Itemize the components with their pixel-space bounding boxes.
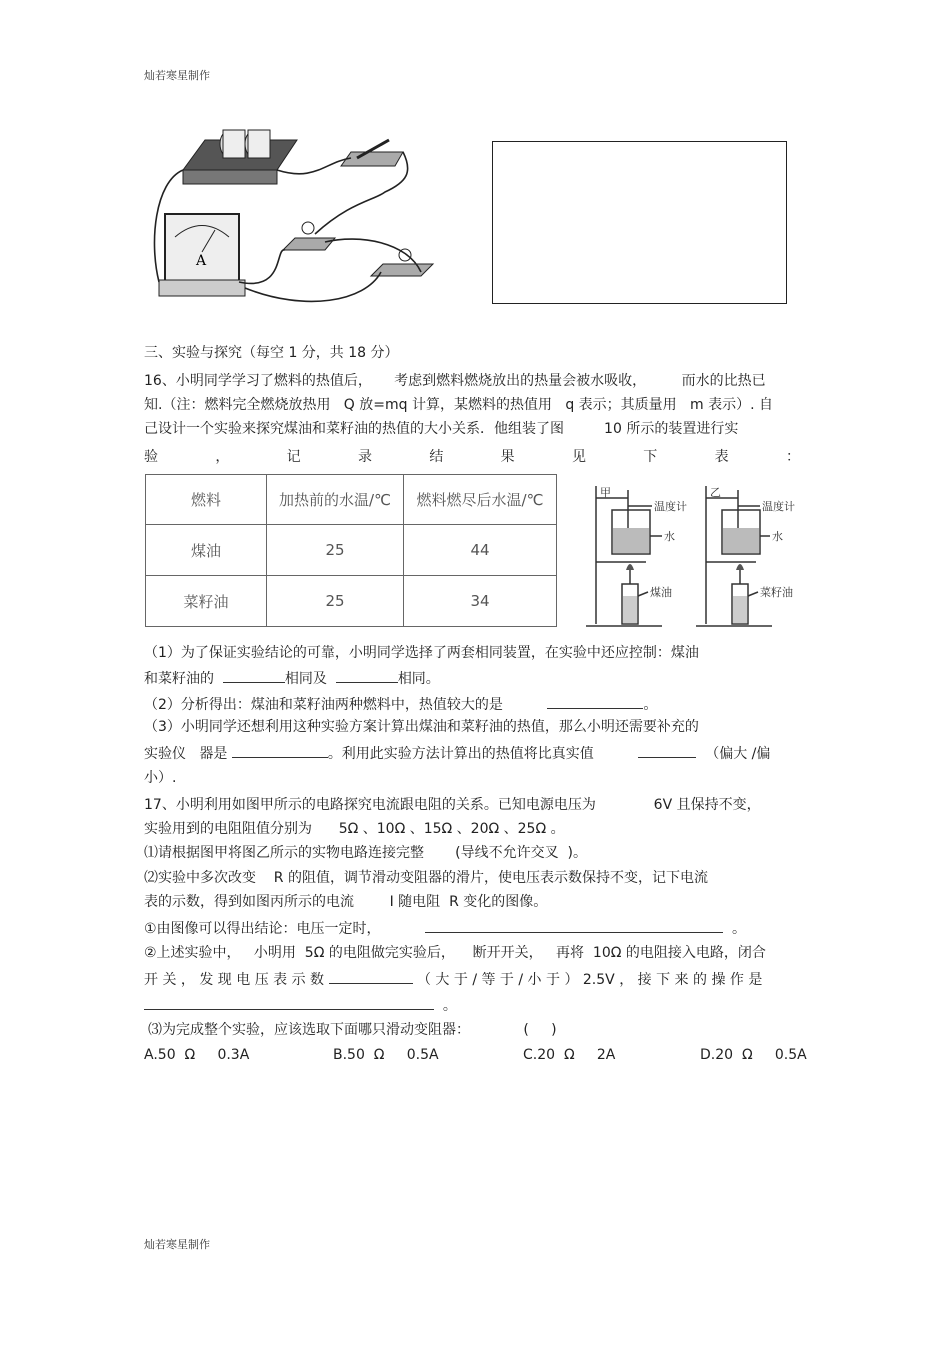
q17-text-line-2: 实验用到的电阻阻值分别为 5Ω 、10Ω 、15Ω 、20Ω 、25Ω 。	[144, 821, 565, 837]
option-a[interactable]: A.50 Ω 0.3A	[144, 1047, 250, 1063]
q16-text-line-4	[144, 446, 800, 466]
table-header-cell: 加热前的水温/℃	[267, 475, 404, 525]
answer-blank[interactable]	[336, 668, 398, 683]
option-d[interactable]: D.20 Ω 0.5A	[700, 1047, 807, 1063]
water-label: 水	[664, 530, 675, 543]
q17-sub2-line-6	[144, 995, 457, 1015]
q16-part3-line-3: 小）.	[144, 770, 177, 786]
fuel-data-table	[145, 474, 557, 627]
text: 和菜籽油的	[144, 671, 214, 687]
q16-text-line-2: 知.（注：燃料完全燃烧放热用 Q 放=mq 计算，某燃料的热值用 q 表示；其质量用 m 表示）. 自	[144, 397, 773, 413]
table-row	[146, 525, 557, 576]
q17-sub2-line-5	[144, 969, 762, 989]
answer-blank[interactable]	[425, 918, 723, 933]
switch	[341, 140, 403, 166]
table-cell: 煤油	[146, 525, 267, 576]
q16-text-line-1: 16、小明同学学习了燃料的热值后， 考虑到燃料燃烧放出的热量会被水吸收， 而水的比热已	[144, 373, 766, 389]
spaced-char: 结	[429, 449, 444, 465]
spaced-char: 果	[500, 449, 515, 465]
spaced-char: ：	[785, 449, 800, 465]
text: 。利用此实验方法计算出的热值将比真实值	[327, 746, 594, 762]
thermometer-label: 温度计	[654, 500, 687, 513]
text: （ 大 于 / 等 于 / 小 于 ） 2.5V ， 接 下 来 的 操 作 是	[416, 972, 763, 988]
text: 开 关 ， 发 现 电 压 表 示 数	[144, 972, 325, 988]
q17-sub3: ⑶为完成整个实验，应该选取下面哪只滑动变阻器： ( )	[148, 1022, 557, 1038]
page-header: 灿若寒星制作	[144, 69, 210, 82]
spaced-char: 见	[571, 449, 586, 465]
q16-part3-line-2	[144, 743, 770, 763]
text: （偏大 /偏	[705, 746, 771, 762]
text: 。	[442, 998, 457, 1014]
text: 实验仪 器是	[144, 746, 228, 762]
spaced-char: 验	[144, 449, 158, 465]
text: ①由图像可以得出结论：电压一定时，	[144, 921, 381, 937]
q17-sub1: ⑴请根据图甲将图乙所示的实物电路连接完整 (导线不允许交叉 )。	[144, 845, 587, 861]
text: 相同及	[284, 671, 327, 687]
q17-text-line-1: 17、小明利用如图甲所示的电路探究电流跟电阻的关系。已知电源电压为 6V 且保持不变，	[144, 797, 761, 813]
answer-blank[interactable]	[144, 995, 434, 1010]
spaced-char: 记	[286, 449, 301, 465]
ammeter-label: A	[196, 253, 207, 269]
q16-part3-line-1: （3）小明同学还想利用这种实验方案计算出煤油和菜籽油的热值，那么小明还需要补充的	[144, 719, 699, 735]
apparatus-tag-left: 甲	[600, 486, 611, 499]
q16-part1-line-2	[144, 668, 440, 688]
circuit-diagram-answer-box	[492, 141, 787, 304]
answer-blank[interactable]	[232, 743, 328, 758]
table-header-row	[146, 475, 557, 525]
spaced-char: 录	[357, 449, 372, 465]
section-title: 三、实验与探究（每空 1 分，共 18 分）	[144, 345, 399, 361]
answer-blank[interactable]	[223, 668, 285, 683]
answer-blank[interactable]	[329, 969, 413, 984]
apparatus-tag-right: 乙	[710, 486, 721, 499]
fuel-label: 菜籽油	[760, 586, 793, 599]
thermometer-label: 温度计	[762, 500, 795, 513]
circuit-figure	[145, 122, 445, 310]
answer-blank[interactable]	[547, 694, 643, 709]
q17-sub2-line-4: ②上述实验中， 小明用 5Ω 的电阻做完实验后， 断开开关， 再将 10Ω 的电阻接入电路，闭合	[144, 945, 766, 961]
q16-text-line-3: 己设计一个实验来探究煤油和菜籽油的热值的大小关系．他组装了图 10 所示的装置进行实	[144, 421, 739, 437]
text: （2）分析得出：煤油和菜籽油两种燃料中，热值较大的是	[144, 697, 503, 713]
battery-box	[183, 130, 297, 184]
q17-sub2-line-1: ⑵实验中多次改变 R 的阻值，调节滑动变阻器的滑片，使电压表示数保持不变，记下电流	[144, 870, 708, 886]
fuel-label: 煤油	[650, 586, 672, 599]
heating-apparatus-figure	[582, 478, 808, 634]
table-header-cell: 燃料燃尽后水温/℃	[404, 475, 557, 525]
table-cell: 菜籽油	[146, 576, 267, 627]
table-cell: 25	[267, 525, 404, 576]
spaced-char: 表	[714, 449, 729, 465]
text: 相同。	[397, 671, 440, 687]
q16-part2	[144, 694, 657, 714]
page-footer: 灿若寒星制作	[144, 1238, 210, 1251]
ammeter	[159, 214, 245, 296]
text: 。	[643, 697, 658, 713]
option-c[interactable]: C.20 Ω 2A	[523, 1047, 616, 1063]
spaced-char: ，	[215, 449, 230, 465]
spaced-char: 下	[643, 449, 658, 465]
text: 。	[731, 921, 746, 937]
bulb-1	[283, 222, 335, 250]
table-row	[146, 576, 557, 627]
q17-sub2-line-2: 表的示数，得到如图丙所示的电流 I 随电阻 R 变化的图像。	[144, 894, 548, 910]
option-b[interactable]: B.50 Ω 0.5A	[333, 1047, 439, 1063]
table-header-cell: 燃料	[146, 475, 267, 525]
q16-part1-line-1: （1）为了保证实验结论的可靠，小明同学选择了两套相同装置，在实验中还应控制：煤油	[144, 645, 699, 661]
answer-blank[interactable]	[638, 743, 696, 758]
q17-sub2-conclusion	[144, 918, 746, 938]
table-cell: 25	[267, 576, 404, 627]
table-cell: 34	[404, 576, 557, 627]
water-label: 水	[772, 530, 783, 543]
table-cell: 44	[404, 525, 557, 576]
